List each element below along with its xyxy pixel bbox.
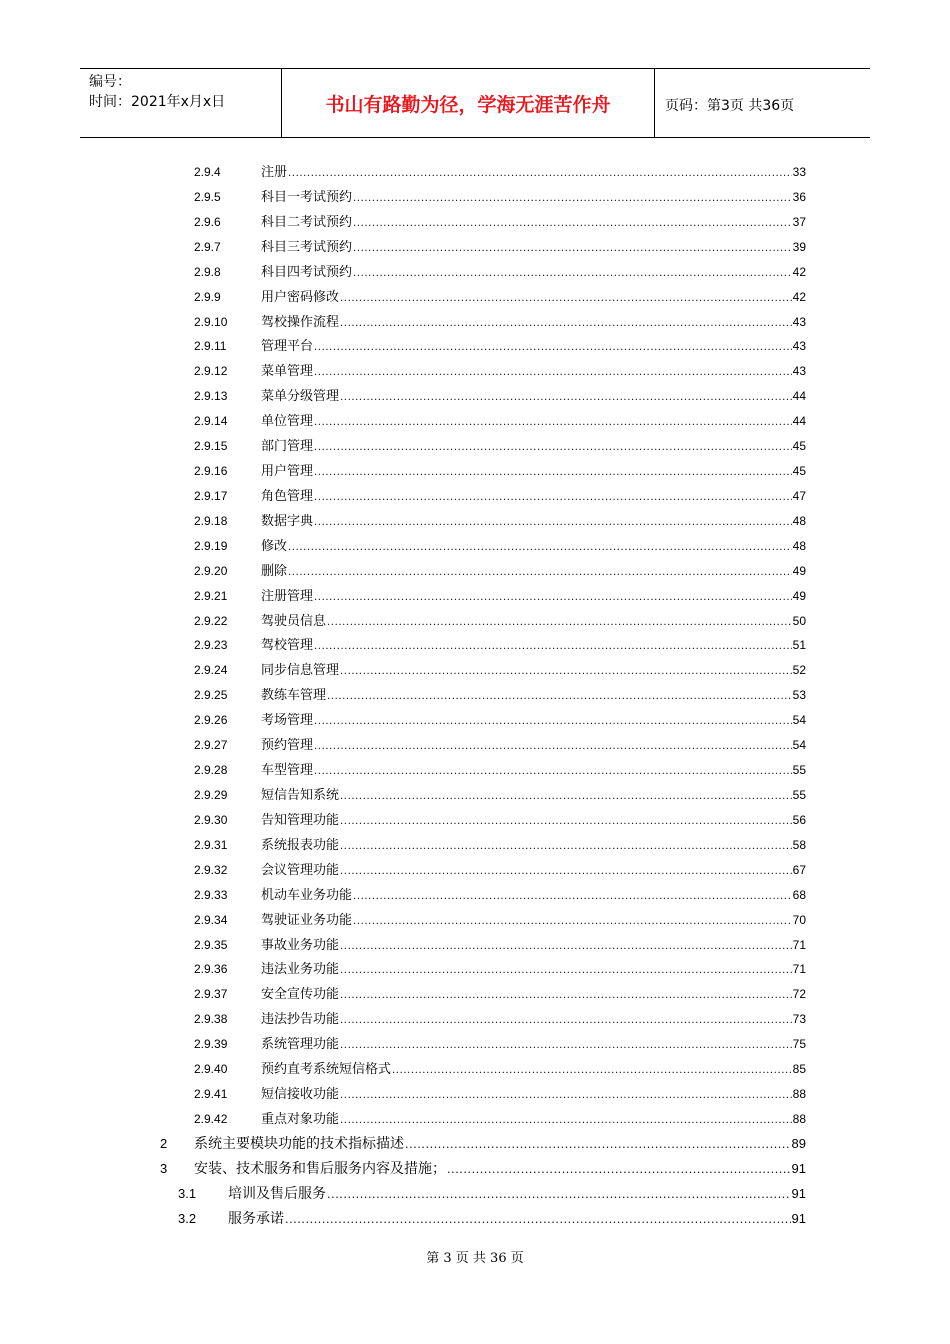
toc-entry-title: 驾驶证业务功能: [261, 913, 353, 928]
toc-dot-leader: [327, 688, 792, 703]
toc-entry-number: 2.9.17: [194, 489, 228, 503]
toc-dot-leader: [340, 962, 792, 977]
toc-entry[interactable]: [160, 1158, 806, 1178]
toc-entry[interactable]: [194, 485, 806, 505]
toc-entry[interactable]: [194, 784, 806, 804]
toc-entry[interactable]: [194, 311, 806, 331]
toc-entry[interactable]: [194, 610, 806, 630]
toc-entry-title: 菜单分级管理: [261, 389, 340, 404]
toc-entry-title: 系统管理功能: [261, 1037, 340, 1052]
toc-entry-page: 54: [792, 738, 806, 752]
toc-entry-title: 培训及售后服务: [228, 1186, 326, 1202]
toc-entry[interactable]: [194, 958, 806, 978]
toc-entry-number: 3.2: [178, 1211, 197, 1226]
toc-entry[interactable]: [194, 1008, 806, 1028]
toc-entry-number: 2.9.19: [194, 539, 228, 553]
toc-entry-title: 驾校管理: [261, 638, 314, 653]
toc-entry-page: 42: [792, 265, 806, 279]
toc-entry-number: 2.9.18: [194, 514, 228, 528]
toc-entry-page: 43: [792, 364, 806, 378]
toc-dot-leader: [314, 489, 792, 504]
toc-dot-leader: [288, 165, 792, 180]
toc-entry-title: 预约直考系统短信格式: [261, 1062, 392, 1077]
toc-entry-number: 2.9.35: [194, 938, 228, 952]
toc-entry-page: 45: [792, 439, 806, 453]
toc-dot-leader: [353, 240, 792, 255]
toc-entry-page: 91: [791, 1161, 806, 1176]
toc-entry[interactable]: [194, 934, 806, 954]
toc-entry-number: 2.9.34: [194, 913, 228, 927]
toc-entry[interactable]: [194, 1058, 806, 1078]
toc-dot-leader: [340, 1037, 792, 1052]
toc-entry-page: 88: [792, 1087, 806, 1101]
toc-entry-title: 系统报表功能: [261, 838, 340, 853]
toc-entry-page: 88: [792, 1112, 806, 1126]
toc-dot-leader: [340, 838, 792, 853]
toc-entry[interactable]: [194, 809, 806, 829]
toc-entry-page: 43: [792, 339, 806, 353]
toc-entry-number: 2.9.38: [194, 1012, 228, 1026]
toc-entry-number: 2.9.23: [194, 638, 228, 652]
toc-entry[interactable]: [194, 684, 806, 704]
toc-entry-number: 2.9.5: [194, 190, 221, 204]
toc-entry-number: 2.9.42: [194, 1112, 228, 1126]
toc-entry-title: 告知管理功能: [261, 813, 340, 828]
toc-entry[interactable]: [194, 186, 806, 206]
toc-entry-page: 68: [792, 888, 806, 902]
toc-dot-leader: [340, 788, 792, 803]
toc-dot-leader: [288, 539, 792, 554]
toc-entry-number: 2.9.33: [194, 888, 228, 902]
toc-entry-title: 科目一考试预约: [261, 190, 353, 205]
toc-dot-leader: [405, 1136, 791, 1152]
toc-entry-title: 管理平台: [261, 339, 314, 354]
toc-dot-leader: [340, 290, 792, 305]
toc-entry-number: 2.9.30: [194, 813, 228, 827]
toc-entry-title: 教练车管理: [261, 688, 327, 703]
toc-entry-title: 驾驶员信息: [261, 614, 327, 629]
toc-dot-leader: [353, 190, 792, 205]
toc-entry-number: 2.9.31: [194, 838, 228, 852]
toc-entry-title: 用户密码修改: [261, 290, 340, 305]
toc-dot-leader: [314, 763, 792, 778]
toc-entry-title: 驾校操作流程: [261, 315, 340, 330]
toc-dot-leader: [340, 315, 792, 330]
toc-entry-page: 36: [792, 190, 806, 204]
toc-entry-number: 2.9.11: [194, 339, 227, 353]
toc-entry-number: 2.9.32: [194, 863, 228, 877]
toc-dot-leader: [340, 1012, 792, 1027]
toc-entry-title: 部门管理: [261, 439, 314, 454]
toc-entry-title: 安全宣传功能: [261, 987, 340, 1002]
toc-entry[interactable]: [194, 535, 806, 555]
toc-entry[interactable]: [194, 261, 806, 281]
toc-dot-leader: [314, 339, 792, 354]
toc-entry[interactable]: [194, 385, 806, 405]
toc-entry[interactable]: [178, 1183, 806, 1203]
header-page-info: 页码：第3页 共36页: [665, 98, 795, 114]
toc-dot-leader: [353, 265, 792, 280]
toc-entry-number: 2.9.40: [194, 1062, 228, 1076]
toc-entry-page: 48: [792, 539, 806, 553]
toc-entry-number: 2.9.22: [194, 614, 228, 628]
toc-entry[interactable]: [194, 585, 806, 605]
toc-entry[interactable]: [194, 709, 806, 729]
toc-entry-number: 2.9.20: [194, 564, 228, 578]
toc-entry[interactable]: [194, 560, 806, 580]
toc-entry-number: 2.9.12: [194, 364, 228, 378]
toc-entry-title: 角色管理: [261, 489, 314, 504]
toc-dot-leader: [353, 215, 792, 230]
toc-entry-page: 44: [792, 414, 806, 428]
toc-dot-leader: [447, 1161, 791, 1177]
toc-entry-number: 2.9.25: [194, 688, 228, 702]
toc-entry-title: 车型管理: [261, 763, 314, 778]
toc-entry[interactable]: [194, 1108, 806, 1128]
toc-dot-leader: [314, 414, 792, 429]
toc-entry-page: 42: [792, 290, 806, 304]
toc-dot-leader: [314, 638, 792, 653]
toc-entry-page: 49: [792, 564, 806, 578]
toc-entry[interactable]: [194, 360, 806, 380]
toc-entry-page: 50: [792, 614, 806, 628]
toc-entry-number: 2.9.7: [194, 240, 221, 254]
toc-dot-leader: [314, 738, 792, 753]
toc-entry-title: 机动车业务功能: [261, 888, 353, 903]
toc-entry-number: 2.9.26: [194, 713, 228, 727]
toc-entry-page: 72: [792, 987, 806, 1001]
toc-entry-title: 考场管理: [261, 713, 314, 728]
toc-entry-title: 菜单管理: [261, 364, 314, 379]
toc-entry[interactable]: [194, 460, 806, 480]
toc-entry[interactable]: [194, 410, 806, 430]
toc-entry-page: 71: [792, 938, 806, 952]
page-header: [80, 68, 870, 138]
toc-dot-leader: [314, 439, 792, 454]
toc-entry[interactable]: [194, 659, 806, 679]
toc-entry[interactable]: [194, 1033, 806, 1053]
toc-entry-number: 2: [160, 1136, 168, 1151]
toc-entry[interactable]: [178, 1208, 806, 1228]
toc-dot-leader: [327, 614, 792, 629]
toc-entry-title: 重点对象功能: [261, 1112, 340, 1127]
toc-entry-page: 85: [792, 1062, 806, 1076]
toc-entry-page: 43: [792, 315, 806, 329]
toc-dot-leader: [314, 464, 792, 479]
toc-dot-leader: [392, 1062, 792, 1077]
toc-entry-page: 55: [792, 788, 806, 802]
toc-entry-number: 3: [160, 1161, 168, 1176]
toc-entry[interactable]: [194, 286, 806, 306]
toc-entry-page: 47: [792, 489, 806, 503]
toc-dot-leader: [340, 1087, 792, 1102]
toc-entry-title: 科目四考试预约: [261, 265, 353, 280]
toc-entry-page: 91: [791, 1211, 806, 1226]
toc-entry-page: 70: [792, 913, 806, 927]
toc-entry-page: 33: [792, 165, 806, 179]
toc-entry-page: 73: [792, 1012, 806, 1026]
toc-entry-title: 科目二考试预约: [261, 215, 353, 230]
toc-entry-title: 违法抄告功能: [261, 1012, 340, 1027]
toc-entry-page: 39: [792, 240, 806, 254]
toc-entry[interactable]: [194, 859, 806, 879]
toc-entry-title: 安装、技术服务和售后服务内容及措施；: [194, 1161, 446, 1177]
toc-dot-leader: [353, 888, 792, 903]
toc-entry-number: 2.9.36: [194, 962, 228, 976]
toc-entry-number: 2.9.4: [194, 165, 221, 179]
toc-entry-page: 45: [792, 464, 806, 478]
toc-entry-title: 删除: [261, 564, 288, 579]
toc-entry-page: 71: [792, 962, 806, 976]
toc-entry[interactable]: [194, 335, 806, 355]
toc-entry-title: 短信接收功能: [261, 1087, 340, 1102]
toc-entry-title: 会议管理功能: [261, 863, 340, 878]
toc-entry-number: 2.9.10: [194, 315, 228, 329]
toc-entry-title: 数据字典: [261, 514, 314, 529]
toc-entry-page: 67: [792, 863, 806, 877]
toc-entry[interactable]: [194, 510, 806, 530]
toc-entry[interactable]: [194, 983, 806, 1003]
toc-entry-number: 2.9.8: [194, 265, 221, 279]
toc-entry-number: 2.9.39: [194, 1037, 228, 1051]
toc-entry-title: 科目三考试预约: [261, 240, 353, 255]
header-motto: 书山有路勤为径，学海无涯苦作舟: [282, 69, 655, 137]
toc-entry-page: 49: [792, 589, 806, 603]
toc-entry-page: 75: [792, 1037, 806, 1051]
toc-entry-page: 91: [791, 1186, 806, 1201]
serial-label: 编号：: [89, 74, 131, 90]
toc-entry-number: 2.9.13: [194, 389, 228, 403]
toc-entry-page: 53: [792, 688, 806, 702]
toc-dot-leader: [314, 514, 792, 529]
toc-entry[interactable]: [194, 236, 806, 256]
toc-dot-leader: [340, 1112, 792, 1127]
toc-entry-number: 2.9.16: [194, 464, 228, 478]
toc-entry-title: 修改: [261, 539, 288, 554]
toc-entry-number: 2.9.6: [194, 215, 221, 229]
toc-dot-leader: [340, 863, 792, 878]
toc-entry-page: 37: [792, 215, 806, 229]
toc-dot-leader: [288, 564, 792, 579]
toc-entry-number: 2.9.27: [194, 738, 228, 752]
toc-entry[interactable]: [194, 909, 806, 929]
time-label: 时间：2021年x月x日: [89, 94, 226, 110]
toc-entry-page: 89: [791, 1136, 806, 1151]
toc-entry-title: 服务承诺: [228, 1211, 284, 1227]
toc-dot-leader: [314, 589, 792, 604]
toc-entry-page: 44: [792, 389, 806, 403]
toc-dot-leader: [340, 938, 792, 953]
toc-entry-page: 54: [792, 713, 806, 727]
toc-entry-number: 2.9.29: [194, 788, 228, 802]
toc-entry-title: 违法业务功能: [261, 962, 340, 977]
toc-entry-number: 2.9.14: [194, 414, 228, 428]
toc-dot-leader: [340, 389, 792, 404]
toc-entry[interactable]: [194, 834, 806, 854]
toc-dot-leader: [285, 1211, 791, 1227]
toc-dot-leader: [314, 713, 792, 728]
toc-entry[interactable]: [194, 734, 806, 754]
toc-entry-title: 单位管理: [261, 414, 314, 429]
toc-dot-leader: [340, 813, 792, 828]
toc-entry-title: 注册管理: [261, 589, 314, 604]
toc-dot-leader: [314, 364, 792, 379]
toc-dot-leader: [327, 1186, 791, 1202]
toc-entry-title: 注册: [261, 165, 288, 180]
toc-entry-number: 3.1: [178, 1186, 197, 1201]
toc-entry-title: 事故业务功能: [261, 938, 340, 953]
header-meta-cell: [80, 69, 282, 137]
toc-entry-page: 51: [792, 638, 806, 652]
page-footer: 第 3 页 共 36 页: [426, 1251, 524, 1266]
toc-entry-title: 用户管理: [261, 464, 314, 479]
toc-entry-number: 2.9.41: [194, 1087, 228, 1101]
toc-entry-title: 预约管理: [261, 738, 314, 753]
toc-entry-number: 2.9.37: [194, 987, 228, 1001]
toc-entry[interactable]: [194, 211, 806, 231]
toc-entry-page: 48: [792, 514, 806, 528]
toc-entry-title: 系统主要模块功能的技术指标描述: [194, 1136, 404, 1152]
toc-entry[interactable]: [160, 1133, 806, 1153]
toc-entry-number: 2.9.28: [194, 763, 228, 777]
toc-entry-page: 52: [792, 663, 806, 677]
toc-dot-leader: [340, 987, 792, 1002]
toc-entry-number: 2.9.21: [194, 589, 228, 603]
toc-entry-title: 短信告知系统: [261, 788, 340, 803]
toc-entry-page: 56: [792, 813, 806, 827]
toc-entry-number: 2.9.24: [194, 663, 228, 677]
toc-entry-page: 55: [792, 763, 806, 777]
toc-entry[interactable]: [194, 435, 806, 455]
toc-entry-page: 58: [792, 838, 806, 852]
toc-dot-leader: [340, 663, 792, 678]
toc-entry-number: 2.9.9: [194, 290, 221, 304]
toc-entry[interactable]: [194, 759, 806, 779]
toc-dot-leader: [353, 913, 792, 928]
toc-entry[interactable]: [194, 161, 806, 181]
toc-entry[interactable]: [194, 634, 806, 654]
toc-entry[interactable]: [194, 1083, 806, 1103]
toc-entry-number: 2.9.15: [194, 439, 228, 453]
toc-entry-title: 同步信息管理: [261, 663, 340, 678]
toc-entry[interactable]: [194, 884, 806, 904]
